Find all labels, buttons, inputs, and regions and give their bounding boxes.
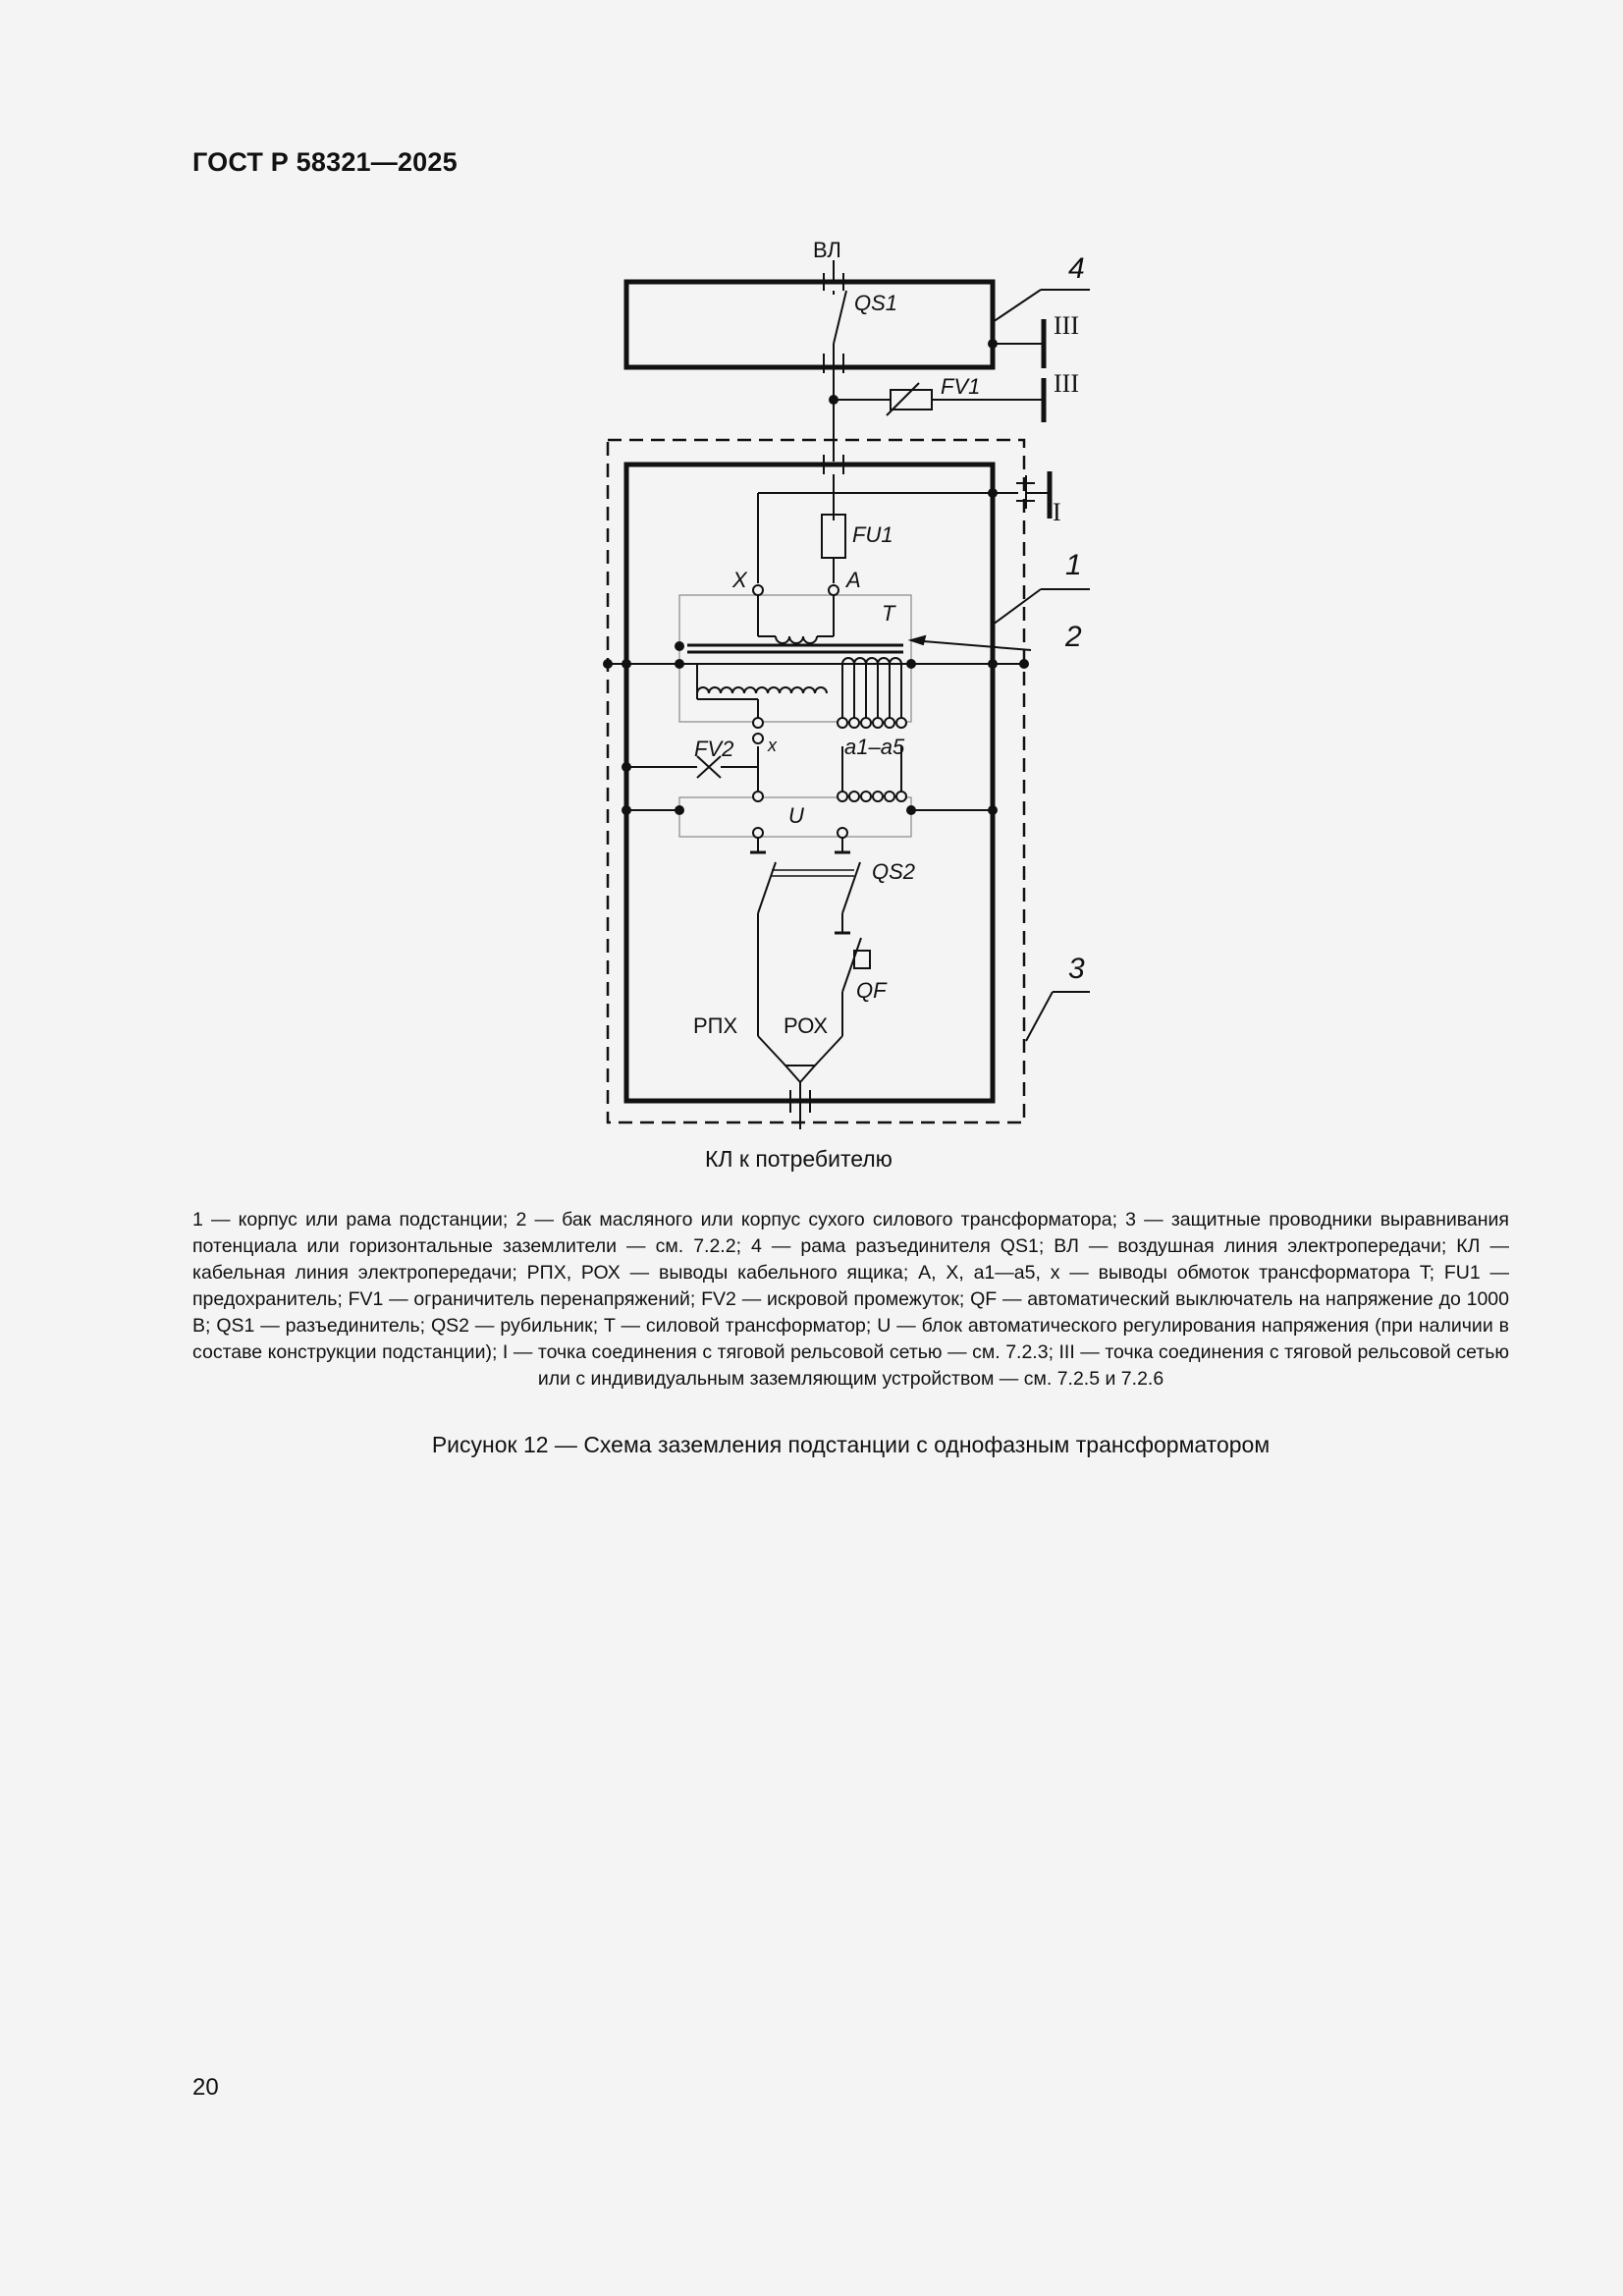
label-u: U (788, 803, 804, 828)
label-qf: QF (856, 978, 887, 1003)
label-fv2: FV2 (694, 737, 734, 761)
callout-2: 2 (1065, 621, 1082, 653)
callout-3: 3 (1068, 953, 1085, 985)
label-ground-i: I (1053, 498, 1061, 526)
label-ground-iii-b: III (1054, 369, 1079, 398)
label-a1-a5: a1–a5 (844, 735, 905, 759)
label-qs2: QS2 (872, 859, 916, 884)
label-x-upper: X (732, 568, 747, 592)
substation-frame (626, 465, 993, 1101)
label-vl: ВЛ (813, 238, 841, 262)
label-t: T (882, 601, 895, 626)
page-number: 20 (192, 2074, 219, 2101)
junction-dots (603, 339, 1029, 815)
document-header: ГОСТ Р 58321—2025 (192, 147, 458, 177)
figure-legend: 1 — корпус или рама подстанции; 2 — бак масляного или корпус сухого силового трансформатора; 3 — защитные проводники выравнивания потенциала или горизонтальные заземлители — см. 7.2.2; 4 — рама разъединителя QS1; ВЛ — воздушная линия электропередачи; КЛ — кабельная линия электропередачи; РПХ, РОХ — выводы кабельного ящика; A, X, a1—a5, x — выводы обмоток трансформатора T; FU1 — предохранитель; FV1 — ограничитель перенапряжений; FV2 — искровой промежуток; QF — автоматический выключатель на напряжение до 1000 В; QS1 — разъединитель; QS2 — рубильник; T — силовой трансформатор; U — блок автоматического регулирования напряжения (при наличии в составе конструкции подстанции); I — точка соединения с тяговой рельсовой сетью — см. 7.2.3; III — точка соединения с тяговой рельсовой сетью или с индивидуальным заземляющим устройством — см. 7.2.5 и 7.2.6 (192, 1209, 1509, 1390)
disconnector-frame (626, 282, 993, 367)
label-a-upper: A (846, 568, 861, 592)
label-x-lower: x (768, 736, 777, 755)
label-fv1: FV1 (941, 374, 981, 399)
label-kl: КЛ к потребителю (705, 1146, 893, 1172)
label-ground-iii-a: III (1054, 311, 1079, 340)
callout-4: 4 (1068, 252, 1085, 285)
callout-1: 1 (1065, 549, 1082, 581)
label-rox: РОХ (784, 1013, 828, 1038)
label-rpx: РПХ (693, 1013, 738, 1038)
figure-caption: Рисунок 12 — Схема заземления подстанции с однофазным трансформатором (431, 1432, 1271, 1457)
label-qs1: QS1 (854, 291, 898, 315)
label-fu1: FU1 (852, 522, 893, 547)
